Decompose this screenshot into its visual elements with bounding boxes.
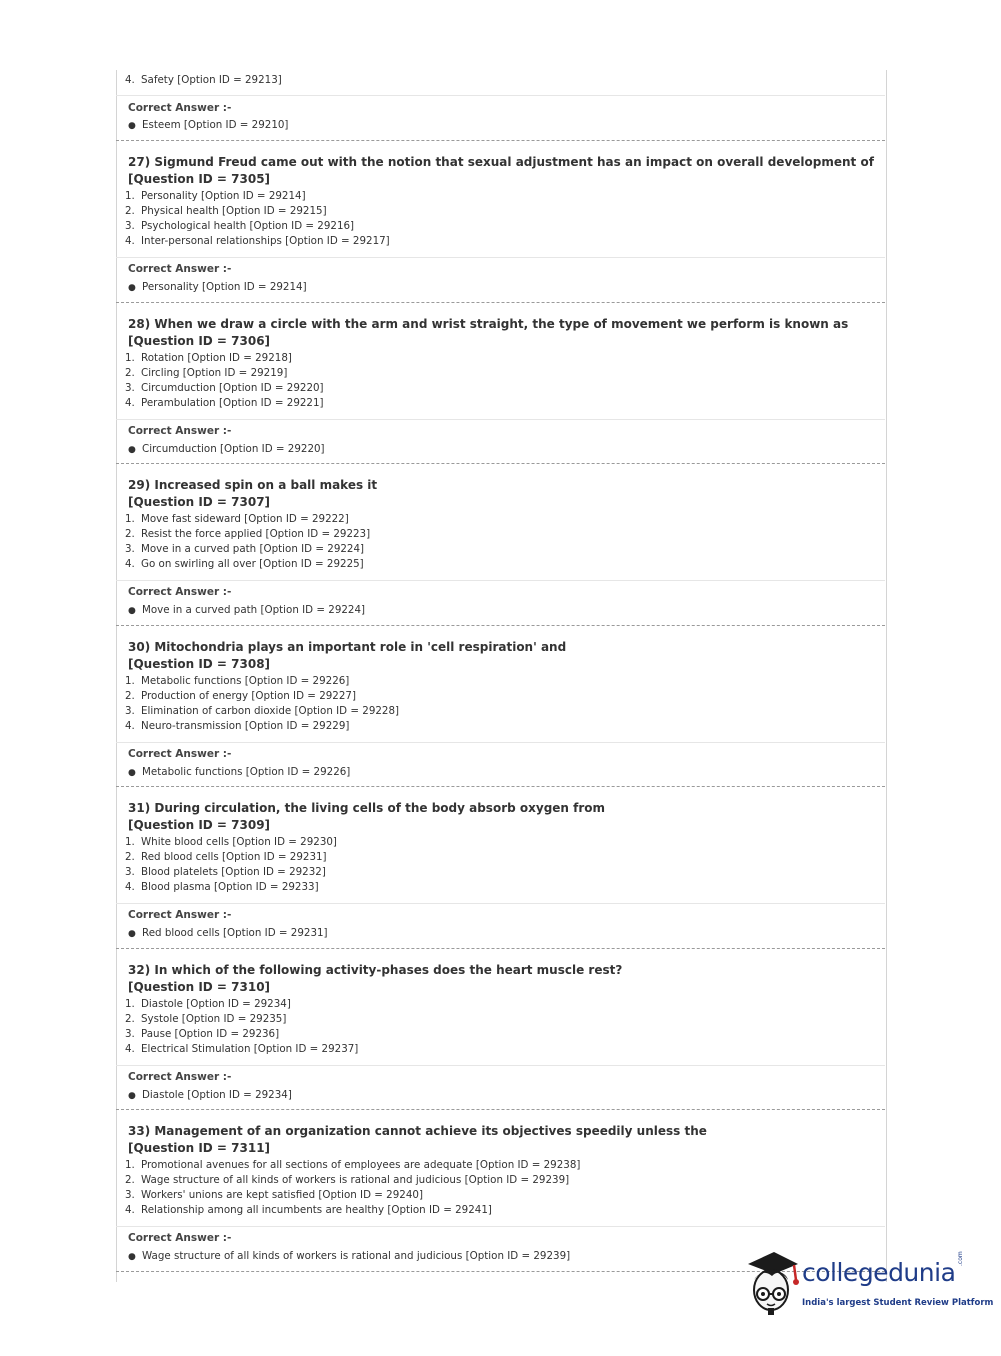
correct-answer-text: Metabolic functions [Option ID = 29226] bbox=[142, 765, 351, 778]
option-item bbox=[125, 204, 327, 219]
bullet-icon: ● bbox=[128, 929, 136, 939]
question-title: 33) Management of an organization cannot achieve its objectives speedily unless the bbox=[128, 1124, 707, 1138]
option-text: Safety [Option ID = 29213] bbox=[141, 74, 282, 86]
correct-answer bbox=[128, 443, 325, 455]
logo-wordmark: collegedunia bbox=[802, 1258, 956, 1287]
option-item bbox=[125, 234, 390, 249]
divider bbox=[116, 419, 885, 420]
bullet-icon: ● bbox=[128, 121, 136, 131]
question-separator bbox=[116, 1109, 885, 1110]
option-text: Workers' unions are kept satisfied [Option ID = 29240] bbox=[141, 1189, 423, 1202]
option-text: Red blood cells [Option ID = 29231] bbox=[141, 851, 327, 864]
option-number: 2. bbox=[125, 1174, 135, 1187]
option-number: 4. bbox=[125, 235, 135, 248]
option-number: 4. bbox=[125, 558, 135, 571]
option-number: 1. bbox=[125, 836, 135, 848]
option-number: 3. bbox=[125, 381, 135, 394]
question-separator bbox=[116, 625, 885, 626]
bullet-icon: ● bbox=[128, 1252, 136, 1262]
question-title: 27) Sigmund Freud came out with the notion that sexual adjustment has an impact on overall development of bbox=[128, 155, 874, 169]
question-title: 28) When we draw a circle with the arm and wrist straight, the type of movement we perform is known as bbox=[128, 316, 849, 331]
option-item bbox=[125, 189, 306, 204]
option-text: Diastole [Option ID = 29234] bbox=[141, 997, 291, 1010]
correct-answer-text: Circumduction [Option ID = 29220] bbox=[142, 442, 325, 455]
correct-answer-label: Correct Answer :- bbox=[128, 424, 232, 437]
correct-answer bbox=[128, 1089, 292, 1101]
option-text: Go on swirling all over [Option ID = 29225] bbox=[141, 558, 364, 571]
option-text: Rotation [Option ID = 29218] bbox=[141, 351, 292, 364]
divider bbox=[116, 903, 885, 904]
option-number: 3. bbox=[125, 1027, 135, 1040]
option-item bbox=[125, 1188, 423, 1203]
option-number: 1. bbox=[125, 1159, 135, 1171]
prev-option-4 bbox=[125, 73, 282, 88]
option-number: 2. bbox=[125, 1012, 135, 1025]
option-item bbox=[125, 512, 349, 527]
option-text: Move in a curved path [Option ID = 29224] bbox=[141, 543, 365, 556]
question-title: 30) Mitochondria plays an important role in 'cell respiration' and bbox=[128, 639, 567, 654]
divider bbox=[116, 580, 885, 581]
correct-answer-label: Correct Answer :- bbox=[128, 263, 232, 275]
question-id: [Question ID = 7308] bbox=[128, 656, 271, 671]
option-number: 2. bbox=[125, 366, 135, 379]
question-id: [Question ID = 7311] bbox=[128, 1141, 271, 1155]
option-item bbox=[125, 704, 399, 719]
option-number: 2. bbox=[125, 689, 135, 702]
option-number: 4. bbox=[125, 74, 135, 86]
question-id: [Question ID = 7307] bbox=[128, 495, 271, 509]
divider bbox=[116, 1065, 885, 1066]
correct-answer-text: Esteem [Option ID = 29210] bbox=[142, 119, 289, 131]
correct-answer bbox=[128, 1250, 570, 1262]
option-item bbox=[125, 850, 327, 865]
option-text: Circling [Option ID = 29219] bbox=[141, 366, 288, 379]
option-item bbox=[125, 997, 291, 1012]
option-number: 3. bbox=[125, 866, 135, 879]
divider bbox=[116, 1226, 885, 1227]
collegedunia-logo bbox=[742, 1250, 994, 1320]
option-number: 3. bbox=[125, 220, 135, 233]
option-item bbox=[125, 542, 364, 557]
option-text: Promotional avenues for all sections of employees are adequate [Option ID = 29238] bbox=[141, 1159, 581, 1171]
option-number: 4. bbox=[125, 881, 135, 894]
option-number: 4. bbox=[125, 1042, 135, 1055]
mascot-icon bbox=[742, 1250, 800, 1320]
option-text: Resist the force applied [Option ID = 29223] bbox=[141, 528, 371, 541]
question-id: [Question ID = 7305] bbox=[128, 172, 271, 186]
option-text: Relationship among all incumbents are healthy [Option ID = 29241] bbox=[141, 1204, 492, 1217]
question-separator bbox=[116, 786, 885, 787]
option-text: Pause [Option ID = 29236] bbox=[141, 1027, 280, 1040]
correct-answer-label: Correct Answer :- bbox=[128, 102, 232, 114]
option-item bbox=[125, 1203, 492, 1218]
correct-answer-label: Correct Answer :- bbox=[128, 586, 232, 598]
correct-answer-text: Red blood cells [Option ID = 29231] bbox=[142, 927, 328, 939]
option-text: Metabolic functions [Option ID = 29226] bbox=[141, 674, 350, 687]
question-title: 31) During circulation, the living cells of the body absorb oxygen from bbox=[128, 801, 606, 815]
correct-answer bbox=[128, 766, 350, 778]
option-text: Physical health [Option ID = 29215] bbox=[141, 205, 327, 218]
option-item bbox=[125, 1158, 580, 1173]
option-number: 4. bbox=[125, 1204, 135, 1217]
option-number: 4. bbox=[125, 719, 135, 732]
option-number: 1. bbox=[125, 513, 135, 525]
option-item bbox=[125, 880, 319, 895]
divider bbox=[116, 95, 885, 96]
logo-suffix: .com bbox=[957, 1251, 964, 1266]
correct-answer-text: Personality [Option ID = 29214] bbox=[142, 281, 307, 293]
correct-answer-label: Correct Answer :- bbox=[128, 1232, 232, 1244]
option-item bbox=[125, 219, 354, 234]
option-text: Production of energy [Option ID = 29227] bbox=[141, 689, 356, 702]
option-item bbox=[125, 557, 364, 572]
correct-answer-label: Correct Answer :- bbox=[128, 747, 232, 760]
option-item bbox=[125, 1027, 279, 1042]
option-item bbox=[125, 689, 356, 704]
correct-answer-label: Correct Answer :- bbox=[128, 1070, 232, 1083]
bullet-icon: ● bbox=[128, 444, 136, 455]
option-item bbox=[125, 1173, 569, 1188]
option-item bbox=[125, 1042, 358, 1057]
correct-answer bbox=[128, 604, 365, 616]
option-text: White blood cells [Option ID = 29230] bbox=[141, 836, 337, 848]
correct-answer-text: Diastole [Option ID = 29234] bbox=[142, 1088, 292, 1101]
option-number: 2. bbox=[125, 851, 135, 864]
bullet-icon: ● bbox=[128, 283, 136, 293]
correct-answer bbox=[128, 927, 328, 939]
option-number: 4. bbox=[125, 396, 135, 409]
option-item bbox=[125, 351, 292, 366]
option-number: 3. bbox=[125, 543, 135, 556]
option-number: 1. bbox=[125, 190, 135, 202]
option-text: Wage structure of all kinds of workers is rational and judicious [Option ID = 29239] bbox=[141, 1174, 570, 1187]
option-item bbox=[125, 865, 326, 880]
logo-tagline: India's largest Student Review Platform bbox=[802, 1298, 994, 1308]
question-id: [Question ID = 7310] bbox=[128, 979, 271, 994]
correct-answer bbox=[128, 281, 307, 293]
option-number: 2. bbox=[125, 205, 135, 218]
bullet-icon: ● bbox=[128, 606, 136, 616]
correct-answer-text: Move in a curved path [Option ID = 29224] bbox=[142, 604, 366, 616]
option-number: 3. bbox=[125, 704, 135, 717]
option-number: 1. bbox=[125, 351, 135, 364]
bullet-icon: ● bbox=[128, 1090, 136, 1101]
question-separator bbox=[116, 948, 885, 949]
option-text: Inter-personal relationships [Option ID = 29217] bbox=[141, 235, 390, 248]
option-item bbox=[125, 396, 324, 411]
option-text: Blood platelets [Option ID = 29232] bbox=[141, 866, 326, 879]
divider bbox=[116, 742, 885, 743]
option-text: Systole [Option ID = 29235] bbox=[141, 1012, 287, 1025]
option-number: 1. bbox=[125, 997, 135, 1010]
correct-answer-text: Wage structure of all kinds of workers is rational and judicious [Option ID = 29239] bbox=[142, 1250, 571, 1262]
correct-answer bbox=[128, 119, 288, 131]
option-text: Elimination of carbon dioxide [Option ID = 29228] bbox=[141, 704, 400, 717]
option-number: 1. bbox=[125, 674, 135, 687]
option-number: 2. bbox=[125, 528, 135, 541]
bullet-icon: ● bbox=[128, 767, 136, 778]
option-item bbox=[125, 719, 349, 734]
option-text: Electrical Stimulation [Option ID = 29237] bbox=[141, 1042, 359, 1055]
divider bbox=[116, 257, 885, 258]
question-separator bbox=[116, 140, 885, 141]
option-text: Circumduction [Option ID = 29220] bbox=[141, 381, 324, 394]
option-text: Personality [Option ID = 29214] bbox=[141, 190, 306, 202]
option-item bbox=[125, 1012, 286, 1027]
option-item bbox=[125, 674, 349, 689]
option-text: Psychological health [Option ID = 29216] bbox=[141, 220, 355, 233]
option-text: Neuro-transmission [Option ID = 29229] bbox=[141, 719, 350, 732]
option-number: 3. bbox=[125, 1189, 135, 1202]
question-id: [Question ID = 7306] bbox=[128, 333, 271, 348]
question-separator bbox=[116, 463, 885, 464]
option-item bbox=[125, 366, 287, 381]
option-text: Perambulation [Option ID = 29221] bbox=[141, 396, 324, 409]
correct-answer-label: Correct Answer :- bbox=[128, 909, 232, 921]
question-title: 32) In which of the following activity-phases does the heart muscle rest? bbox=[128, 962, 623, 977]
option-text: Blood plasma [Option ID = 29233] bbox=[141, 881, 319, 894]
option-item bbox=[125, 527, 370, 542]
option-item bbox=[125, 835, 337, 850]
option-item bbox=[125, 381, 324, 396]
question-separator bbox=[116, 302, 885, 303]
question-id: [Question ID = 7309] bbox=[128, 818, 271, 832]
question-title: 29) Increased spin on a ball makes it bbox=[128, 478, 378, 492]
option-text: Move fast sideward [Option ID = 29222] bbox=[141, 513, 349, 525]
